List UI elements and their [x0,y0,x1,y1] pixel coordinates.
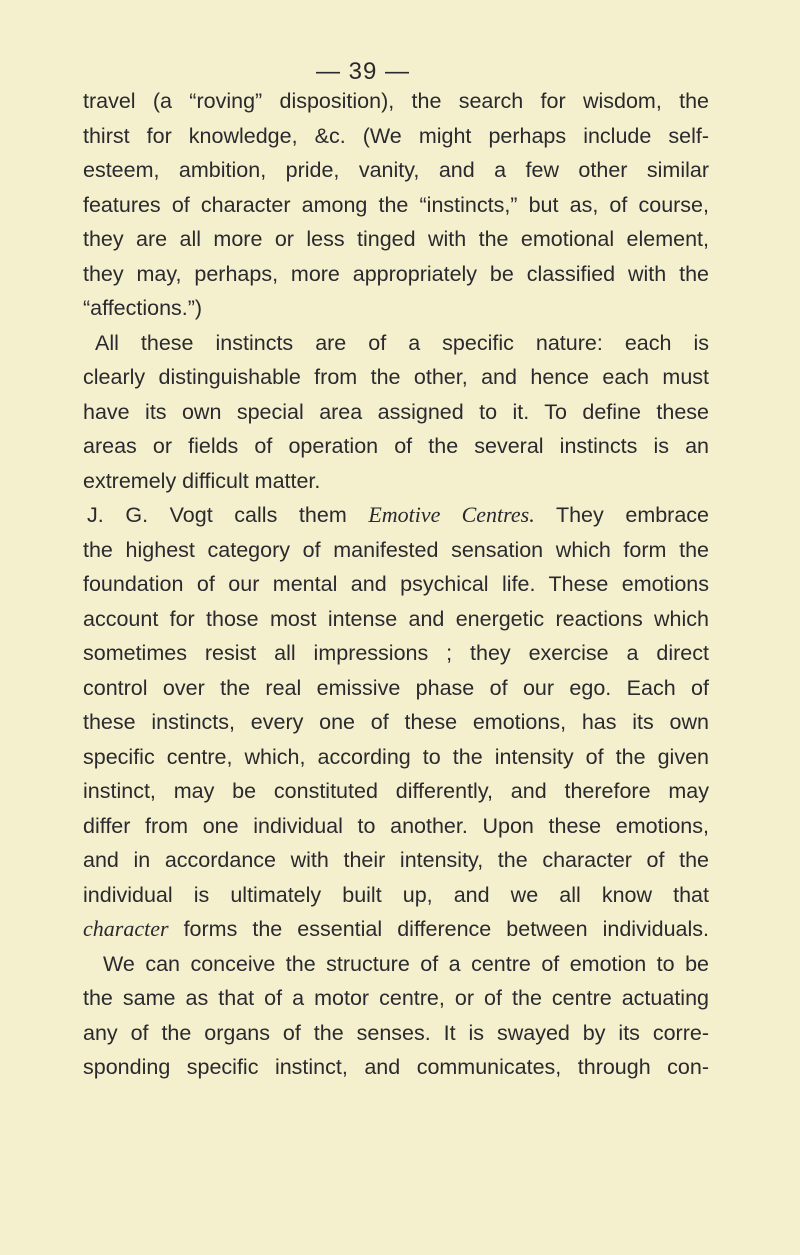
body-text [83,84,709,1085]
emphasis-text: character [83,916,169,941]
text-line: thirst for knowledge, &c. (We might perhaps include self- [83,123,709,148]
text-line: control over the real emissive phase of our ego. Each of [83,675,709,700]
paragraph-start: We can conceive the structure of a centre of emotion to be [103,951,709,976]
text-line: “affections.”) [83,296,203,320]
text-line: they may, perhaps, more appropriately be classified with the [83,261,709,286]
text-line: any of the organs of the senses. It is swayed by its corre- [83,1020,709,1045]
text-line: extremely difficult matter. [83,468,321,493]
text-line [83,912,709,947]
text-line: sponding specific instinct, and communicates, through con- [83,1055,709,1079]
emphasis-text: Emotive Centres. [368,502,535,527]
text-line: foundation of our mental and psychical life. These emotions [83,572,709,596]
text-line: and in accordance with their intensity, the character of the [83,848,709,872]
text-fragment: forms the essential difference between individuals. [168,917,709,941]
text-line: the highest category of manifested sensation which form the [83,537,709,562]
text-fragment: J. G. Vogt calls them [87,503,369,527]
text-line: the same as that of a motor centre, or of the centre actuating [83,986,709,1010]
page-number: — 39 — [315,58,411,85]
text-line: differ from one individual to another. Upon these emotions, [83,813,709,838]
text-line: have its own special area assigned to it. To define these [83,399,709,424]
text-line: travel (a “roving” disposition), the search for wisdom, the [83,89,709,113]
text-line: clearly distinguishable from the other, and hence each must [83,365,709,389]
text-line: individual is ultimately built up, and we all know that [83,882,709,907]
text-line: esteem, ambition, pride, vanity, and a few other similar [83,158,709,182]
text-fragment: They embrace [534,503,710,527]
text-line: instinct, may be constituted differently, and therefore may [83,779,709,803]
paragraph-start: All these instincts are of a specific nature: each is [95,330,709,355]
text-line: specific centre, which, according to the intensity of the given [83,744,709,769]
text-line: these instincts, every one of these emotions, has its own [83,710,709,734]
text-line: sometimes resist all impressions ; they exercise a direct [83,641,709,665]
text-line: account for those most intense and energetic reactions which [83,606,709,631]
text-line: areas or fields of operation of the several instincts is an [83,434,709,458]
text-line: they are all more or less tinged with the emotional element, [83,227,709,251]
text-line: features of character among the “instincts,” but as, of course, [83,192,709,217]
paragraph-start [83,498,709,533]
